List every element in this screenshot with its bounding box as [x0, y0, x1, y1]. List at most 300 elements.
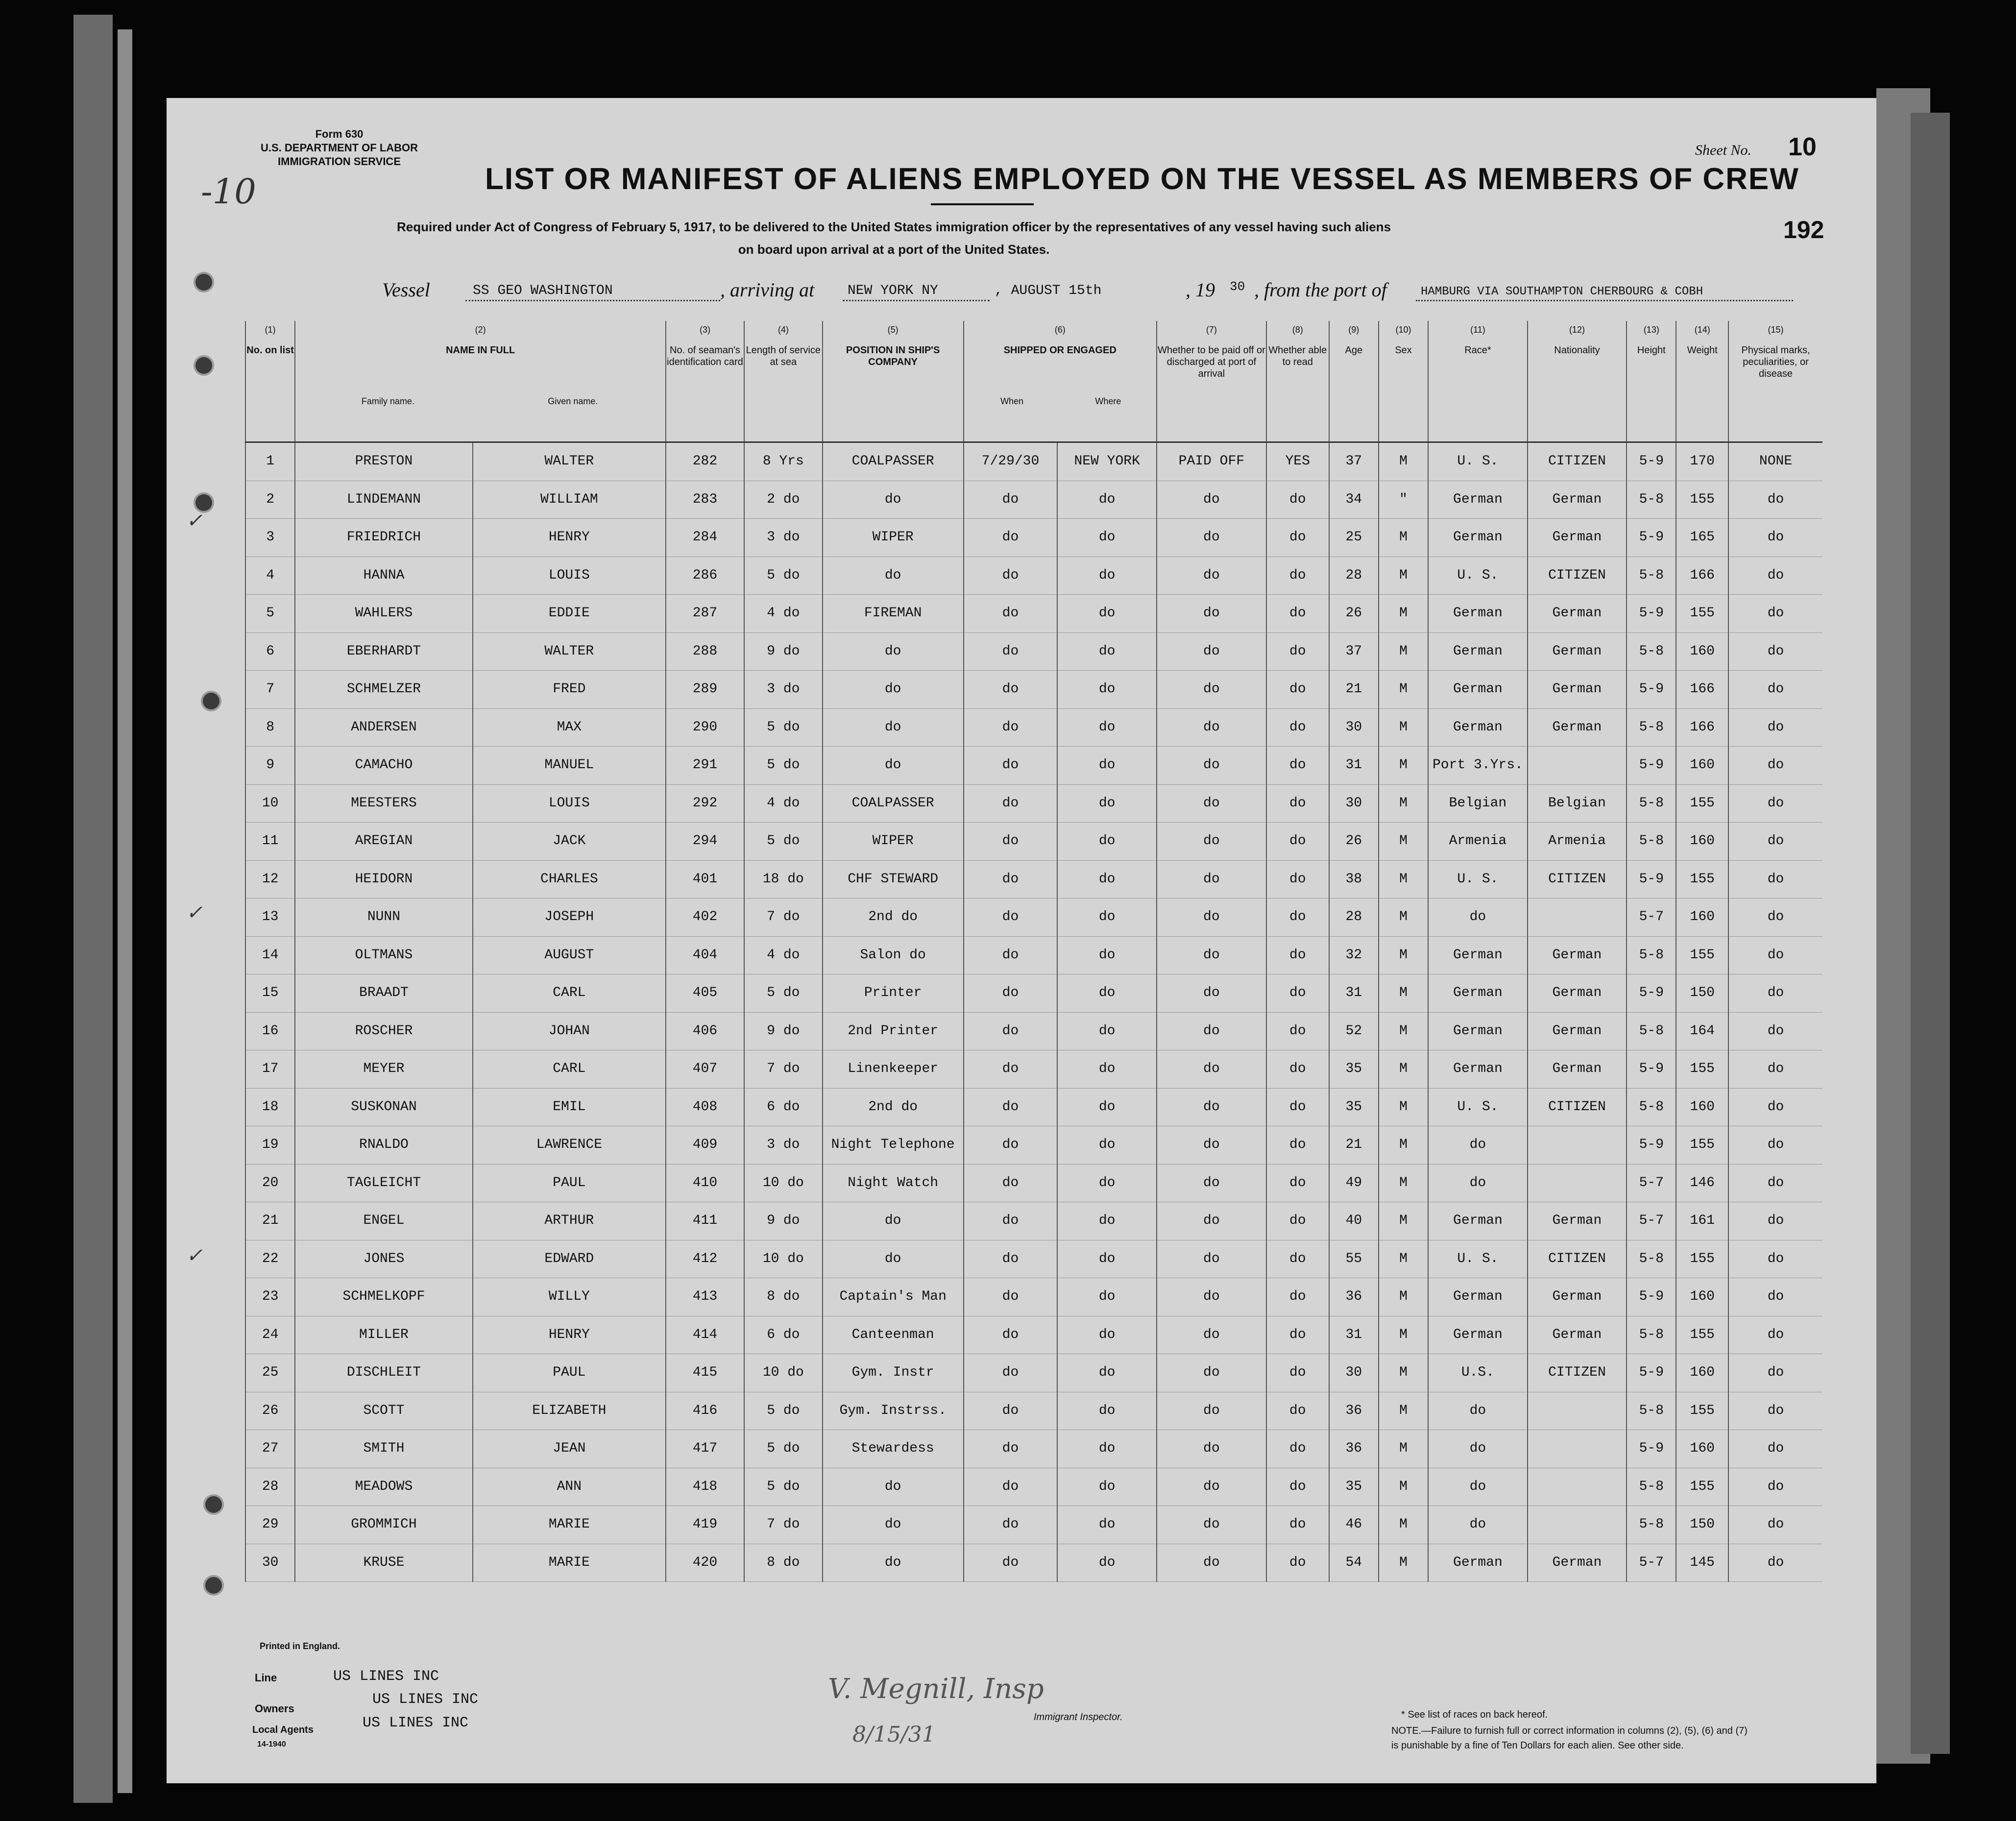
cell-when: do: [964, 747, 1058, 785]
penalty-note-2: is punishable by a fine of Ten Dollars for each alien. See other side.: [1391, 1740, 1684, 1751]
cell-marks: do: [1728, 595, 1822, 633]
cell-family: ENGEL: [295, 1202, 472, 1240]
cell-given: WALTER: [473, 442, 666, 481]
cell-race: Armenia: [1428, 823, 1528, 861]
form-code: 14-1940: [257, 1740, 286, 1748]
cell-given: HENRY: [473, 1316, 666, 1354]
cell-marks: do: [1728, 974, 1822, 1013]
cell-read: do: [1266, 708, 1329, 747]
cell-where: do: [1057, 1316, 1157, 1354]
cell-weight: 155: [1676, 1126, 1728, 1165]
cell-read: do: [1266, 1278, 1329, 1316]
cell-where: do: [1057, 1430, 1157, 1468]
cell-service: 10 do: [744, 1164, 823, 1202]
table-row: [245, 708, 1822, 747]
cell-paid: do: [1157, 898, 1266, 937]
cell-given: WILLY: [473, 1278, 666, 1316]
cell-nationality: CITIZEN: [1528, 1240, 1627, 1278]
cell-paid: PAID OFF: [1157, 442, 1266, 481]
cell-position: COALPASSER: [823, 784, 964, 823]
cell-when: do: [964, 1050, 1058, 1089]
cell-where: NEW YORK: [1057, 442, 1157, 481]
cell-age: 52: [1329, 1012, 1379, 1050]
cell-nationality: German: [1528, 1544, 1627, 1582]
cell-family: MEADOWS: [295, 1468, 472, 1506]
cell-paid: do: [1157, 595, 1266, 633]
cell-given: MARIE: [473, 1544, 666, 1582]
cell-age: 30: [1329, 708, 1379, 747]
cell-nationality: [1528, 1126, 1627, 1165]
cell-no: 25: [245, 1354, 295, 1392]
cell-family: ANDERSEN: [295, 708, 472, 747]
cell-no: 21: [245, 1202, 295, 1240]
cell-marks: do: [1728, 823, 1822, 861]
cell-nationality: German: [1528, 481, 1627, 519]
cell-when: do: [964, 595, 1058, 633]
cell-age: 31: [1329, 1316, 1379, 1354]
cell-service: 5 do: [744, 708, 823, 747]
cell-where: do: [1057, 1354, 1157, 1392]
cell-no: 28: [245, 1468, 295, 1506]
cell-read: do: [1266, 1430, 1329, 1468]
arrival-port: NEW YORK NY: [848, 283, 938, 298]
cell-given: JOHAN: [473, 1012, 666, 1050]
cell-height: 5-9: [1627, 519, 1676, 557]
cell-when: do: [964, 708, 1058, 747]
cell-where: do: [1057, 1126, 1157, 1165]
binder-hole: [203, 1494, 224, 1515]
cell-height: 5-8: [1627, 1316, 1676, 1354]
table-row: [245, 1088, 1822, 1126]
cell-position: CHF STEWARD: [823, 860, 964, 898]
cell-service: 9 do: [744, 1202, 823, 1240]
binder-hole: [201, 691, 221, 711]
cell-age: 36: [1329, 1430, 1379, 1468]
cell-weight: 161: [1676, 1202, 1728, 1240]
cell-sex: M: [1379, 860, 1428, 898]
cell-given: MARIE: [473, 1506, 666, 1544]
cell-sex: M: [1379, 1126, 1428, 1165]
col-header-age: (9) Age: [1329, 321, 1379, 442]
cell-height: 5-9: [1627, 671, 1676, 709]
cell-position: do: [823, 671, 964, 709]
cell-when: do: [964, 557, 1058, 595]
cell-marks: do: [1728, 1544, 1822, 1582]
cell-weight: 160: [1676, 1088, 1728, 1126]
cell-age: 37: [1329, 442, 1379, 481]
cell-sex: M: [1379, 1544, 1428, 1582]
cell-where: do: [1057, 1050, 1157, 1089]
cell-service: 5 do: [744, 1392, 823, 1430]
cell-service: 5 do: [744, 747, 823, 785]
page-edge: [118, 29, 132, 1793]
table-row: [245, 595, 1822, 633]
cell-marks: do: [1728, 632, 1822, 671]
col-header-read: (8) Whether able to read: [1266, 321, 1329, 442]
cell-sex: M: [1379, 1468, 1428, 1506]
cell-given: JOSEPH: [473, 898, 666, 937]
cell-where: do: [1057, 481, 1157, 519]
agents-value: US LINES INC: [363, 1715, 469, 1731]
cell-where: do: [1057, 1468, 1157, 1506]
cell-when: do: [964, 1012, 1058, 1050]
cell-position: do: [823, 1202, 964, 1240]
margin-note: ✓: [186, 901, 203, 924]
cell-sex: M: [1379, 442, 1428, 481]
binder-hole: [203, 1575, 224, 1596]
table-row: [245, 632, 1822, 671]
col-header-service: (4) Length of service at sea: [744, 321, 823, 442]
cell-read: do: [1266, 936, 1329, 974]
cell-marks: do: [1728, 898, 1822, 937]
cell-sex: M: [1379, 784, 1428, 823]
cell-family: TAGLEICHT: [295, 1164, 472, 1202]
cell-weight: 155: [1676, 595, 1728, 633]
arrival-date: , AUGUST 15th: [995, 283, 1102, 298]
cell-given: WALTER: [473, 632, 666, 671]
cell-height: 5-7: [1627, 1544, 1676, 1582]
cell-nationality: CITIZEN: [1528, 557, 1627, 595]
cell-family: FRIEDRICH: [295, 519, 472, 557]
cell-paid: do: [1157, 1468, 1266, 1506]
cell-position: 2nd do: [823, 1088, 964, 1126]
cell-no: 2: [245, 481, 295, 519]
cell-service: 7 do: [744, 898, 823, 937]
cell-nationality: German: [1528, 1202, 1627, 1240]
col-header-race: (11) Race*: [1428, 321, 1528, 442]
margin-handwriting: -10: [201, 171, 256, 212]
cell-sex: M: [1379, 557, 1428, 595]
cell-height: 5-9: [1627, 1050, 1676, 1089]
cell-weight: 155: [1676, 1468, 1728, 1506]
table-row: [245, 936, 1822, 974]
cell-age: 49: [1329, 1164, 1379, 1202]
cell-height: 5-8: [1627, 784, 1676, 823]
col-header-weight: (14) Weight: [1676, 321, 1728, 442]
cell-family: KRUSE: [295, 1544, 472, 1582]
cell-where: do: [1057, 1278, 1157, 1316]
cell-position: Gym. Instr: [823, 1354, 964, 1392]
table-row: [245, 747, 1822, 785]
cell-given: JEAN: [473, 1430, 666, 1468]
cell-when: do: [964, 1202, 1058, 1240]
cell-weight: 155: [1676, 481, 1728, 519]
cell-height: 5-7: [1627, 1202, 1676, 1240]
cell-card: 292: [666, 784, 744, 823]
cell-read: do: [1266, 632, 1329, 671]
cell-height: 5-9: [1627, 595, 1676, 633]
cell-read: do: [1266, 747, 1329, 785]
cell-no: 13: [245, 898, 295, 937]
cell-race: Belgian: [1428, 784, 1528, 823]
cell-read: do: [1266, 860, 1329, 898]
cell-race: do: [1428, 898, 1528, 937]
cell-service: 8 Yrs: [744, 442, 823, 481]
cell-where: do: [1057, 1164, 1157, 1202]
cell-position: Night Watch: [823, 1164, 964, 1202]
cell-card: 288: [666, 632, 744, 671]
table-row: [245, 1506, 1822, 1544]
cell-card: 417: [666, 1430, 744, 1468]
col-header-card: (3) No. of seaman's identification card: [666, 321, 744, 442]
vessel-name: SS GEO WASHINGTON: [473, 283, 613, 298]
cell-sex: M: [1379, 898, 1428, 937]
cell-position: do: [823, 708, 964, 747]
cell-where: do: [1057, 898, 1157, 937]
cell-card: 408: [666, 1088, 744, 1126]
cell-position: do: [823, 557, 964, 595]
cell-family: EBERHARDT: [295, 632, 472, 671]
cell-given: HENRY: [473, 519, 666, 557]
cell-service: 8 do: [744, 1278, 823, 1316]
cell-height: 5-8: [1627, 557, 1676, 595]
cell-race: German: [1428, 632, 1528, 671]
cell-where: do: [1057, 557, 1157, 595]
cell-no: 12: [245, 860, 295, 898]
cell-age: 30: [1329, 1354, 1379, 1392]
cell-card: 416: [666, 1392, 744, 1430]
cell-position: Canteenman: [823, 1316, 964, 1354]
cell-card: 294: [666, 823, 744, 861]
cell-weight: 150: [1676, 974, 1728, 1013]
cell-service: 4 do: [744, 784, 823, 823]
cell-given: MAX: [473, 708, 666, 747]
page-number: 192: [1783, 216, 1824, 243]
cell-nationality: [1528, 747, 1627, 785]
cell-family: SCOTT: [295, 1392, 472, 1430]
cell-position: WIPER: [823, 519, 964, 557]
cell-given: LOUIS: [473, 557, 666, 595]
cell-race: German: [1428, 708, 1528, 747]
table-row: [245, 1164, 1822, 1202]
inspector-label: Immigrant Inspector.: [1034, 1712, 1123, 1723]
cell-paid: do: [1157, 1012, 1266, 1050]
cell-when: do: [964, 1164, 1058, 1202]
cell-read: do: [1266, 1316, 1329, 1354]
cell-paid: do: [1157, 1240, 1266, 1278]
table-row: [245, 1468, 1822, 1506]
table-row: [245, 1430, 1822, 1468]
col-header-where: Where: [1095, 396, 1121, 406]
cell-height: 5-8: [1627, 936, 1676, 974]
cell-marks: do: [1728, 1506, 1822, 1544]
cell-service: 5 do: [744, 1430, 823, 1468]
cell-paid: do: [1157, 784, 1266, 823]
col-header-given: Given name.: [548, 396, 598, 406]
cell-where: do: [1057, 519, 1157, 557]
cell-card: 420: [666, 1544, 744, 1582]
cell-read: do: [1266, 1126, 1329, 1165]
cell-paid: do: [1157, 1392, 1266, 1430]
cell-nationality: German: [1528, 671, 1627, 709]
cell-no: 26: [245, 1392, 295, 1430]
cell-family: RNALDO: [295, 1126, 472, 1165]
table-row: [245, 1126, 1822, 1165]
page-edge: [73, 15, 113, 1803]
subtitle: [397, 216, 1391, 261]
cell-height: 5-9: [1627, 1126, 1676, 1165]
cell-sex: M: [1379, 1506, 1428, 1544]
cell-service: 5 do: [744, 557, 823, 595]
table-row: [245, 823, 1822, 861]
cell-race: U.S.: [1428, 1354, 1528, 1392]
binder-hole: [194, 355, 214, 376]
cell-sex: M: [1379, 1164, 1428, 1202]
cell-race: German: [1428, 519, 1528, 557]
cell-given: ELIZABETH: [473, 1392, 666, 1430]
cell-no: 27: [245, 1430, 295, 1468]
cell-age: 21: [1329, 1126, 1379, 1165]
col-header-name: (2) NAME IN FULL Family name. Given name.: [295, 321, 666, 442]
cell-given: PAUL: [473, 1164, 666, 1202]
cell-nationality: German: [1528, 519, 1627, 557]
cell-marks: do: [1728, 860, 1822, 898]
cell-race: U. S.: [1428, 860, 1528, 898]
cell-when: do: [964, 671, 1058, 709]
cell-position: do: [823, 1506, 964, 1544]
cell-age: 26: [1329, 823, 1379, 861]
table-row: [245, 784, 1822, 823]
cell-race: U. S.: [1428, 442, 1528, 481]
table-row: [245, 974, 1822, 1013]
cell-race: German: [1428, 595, 1528, 633]
cell-service: 7 do: [744, 1506, 823, 1544]
departure-port: HAMBURG VIA SOUTHAMPTON CHERBOURG & COBH: [1421, 285, 1703, 298]
table-row: [245, 1202, 1822, 1240]
cell-nationality: Belgian: [1528, 784, 1627, 823]
cell-service: 6 do: [744, 1088, 823, 1126]
cell-card: 405: [666, 974, 744, 1013]
crew-manifest-table: [245, 321, 1822, 1582]
cell-read: do: [1266, 1240, 1329, 1278]
cell-card: 289: [666, 671, 744, 709]
cell-age: 35: [1329, 1468, 1379, 1506]
cell-given: EMIL: [473, 1088, 666, 1126]
cell-age: 25: [1329, 519, 1379, 557]
cell-card: 409: [666, 1126, 744, 1165]
cell-service: 3 do: [744, 671, 823, 709]
cell-read: YES: [1266, 442, 1329, 481]
cell-age: 54: [1329, 1544, 1379, 1582]
cell-sex: M: [1379, 519, 1428, 557]
cell-where: do: [1057, 860, 1157, 898]
cell-no: 20: [245, 1164, 295, 1202]
cell-sex: M: [1379, 1392, 1428, 1430]
cell-age: 32: [1329, 936, 1379, 974]
cell-height: 5-9: [1627, 442, 1676, 481]
cell-when: do: [964, 1240, 1058, 1278]
cell-position: do: [823, 1544, 964, 1582]
cell-given: ANN: [473, 1468, 666, 1506]
cell-nationality: CITIZEN: [1528, 442, 1627, 481]
cell-weight: 166: [1676, 557, 1728, 595]
cell-marks: do: [1728, 481, 1822, 519]
cell-weight: 166: [1676, 708, 1728, 747]
cell-nationality: German: [1528, 936, 1627, 974]
cell-position: do: [823, 747, 964, 785]
col-header-family: Family name.: [361, 396, 414, 406]
cell-paid: do: [1157, 519, 1266, 557]
cell-height: 5-7: [1627, 1164, 1676, 1202]
races-note: * See list of races on back hereof.: [1401, 1709, 1548, 1720]
col-header-paid: (7) Whether to be paid off or discharged at port of arrival: [1157, 321, 1266, 442]
cell-read: do: [1266, 784, 1329, 823]
cell-card: 414: [666, 1316, 744, 1354]
col-header-shipped: (6) SHIPPED OR ENGAGED When Where: [964, 321, 1157, 442]
cell-height: 5-9: [1627, 747, 1676, 785]
cell-card: 415: [666, 1354, 744, 1392]
table-row: [245, 519, 1822, 557]
cell-family: MEYER: [295, 1050, 472, 1089]
cell-given: PAUL: [473, 1354, 666, 1392]
cell-card: 284: [666, 519, 744, 557]
cell-paid: do: [1157, 632, 1266, 671]
table-row: [245, 898, 1822, 937]
cell-no: 16: [245, 1012, 295, 1050]
cell-race: Port 3.Yrs.: [1428, 747, 1528, 785]
cell-family: CAMACHO: [295, 747, 472, 785]
cell-sex: M: [1379, 1012, 1428, 1050]
cell-position: do: [823, 1468, 964, 1506]
cell-position: do: [823, 632, 964, 671]
cell-weight: 160: [1676, 1430, 1728, 1468]
cell-family: SUSKONAN: [295, 1088, 472, 1126]
inspector-signature: V. Megnill, Insp: [828, 1673, 1044, 1705]
table-header-row: [245, 321, 1822, 442]
cell-card: 406: [666, 1012, 744, 1050]
cell-weight: 160: [1676, 632, 1728, 671]
cell-service: 9 do: [744, 1012, 823, 1050]
cell-weight: 155: [1676, 1316, 1728, 1354]
from-label: , from the port of: [1254, 279, 1387, 301]
col-header-no: (1) No. on list: [245, 321, 295, 442]
cell-age: 36: [1329, 1392, 1379, 1430]
cell-sex: M: [1379, 1316, 1428, 1354]
cell-where: do: [1057, 1506, 1157, 1544]
cell-height: 5-9: [1627, 974, 1676, 1013]
cell-nationality: German: [1528, 632, 1627, 671]
cell-sex: M: [1379, 1354, 1428, 1392]
cell-where: do: [1057, 1544, 1157, 1582]
cell-sex: M: [1379, 936, 1428, 974]
cell-service: 10 do: [744, 1354, 823, 1392]
cell-where: do: [1057, 1392, 1157, 1430]
cell-sex: M: [1379, 595, 1428, 633]
cell-nationality: CITIZEN: [1528, 860, 1627, 898]
cell-when: do: [964, 1354, 1058, 1392]
cell-age: 34: [1329, 481, 1379, 519]
cell-when: do: [964, 898, 1058, 937]
cell-paid: do: [1157, 1506, 1266, 1544]
cell-read: do: [1266, 1050, 1329, 1089]
agents-label: Local Agents: [252, 1724, 314, 1735]
cell-card: 413: [666, 1278, 744, 1316]
cell-height: 5-8: [1627, 1506, 1676, 1544]
cell-no: 17: [245, 1050, 295, 1089]
cell-where: do: [1057, 671, 1157, 709]
cell-service: 6 do: [744, 1316, 823, 1354]
cell-race: German: [1428, 974, 1528, 1013]
cell-where: do: [1057, 1202, 1157, 1240]
cell-read: do: [1266, 671, 1329, 709]
cell-read: do: [1266, 1202, 1329, 1240]
form-number: Form 630: [315, 128, 364, 140]
cell-sex: M: [1379, 823, 1428, 861]
cell-position: Night Telephone: [823, 1126, 964, 1165]
sheet-label: Sheet No.: [1695, 142, 1751, 158]
cell-given: LAWRENCE: [473, 1126, 666, 1165]
table-row: [245, 1278, 1822, 1316]
